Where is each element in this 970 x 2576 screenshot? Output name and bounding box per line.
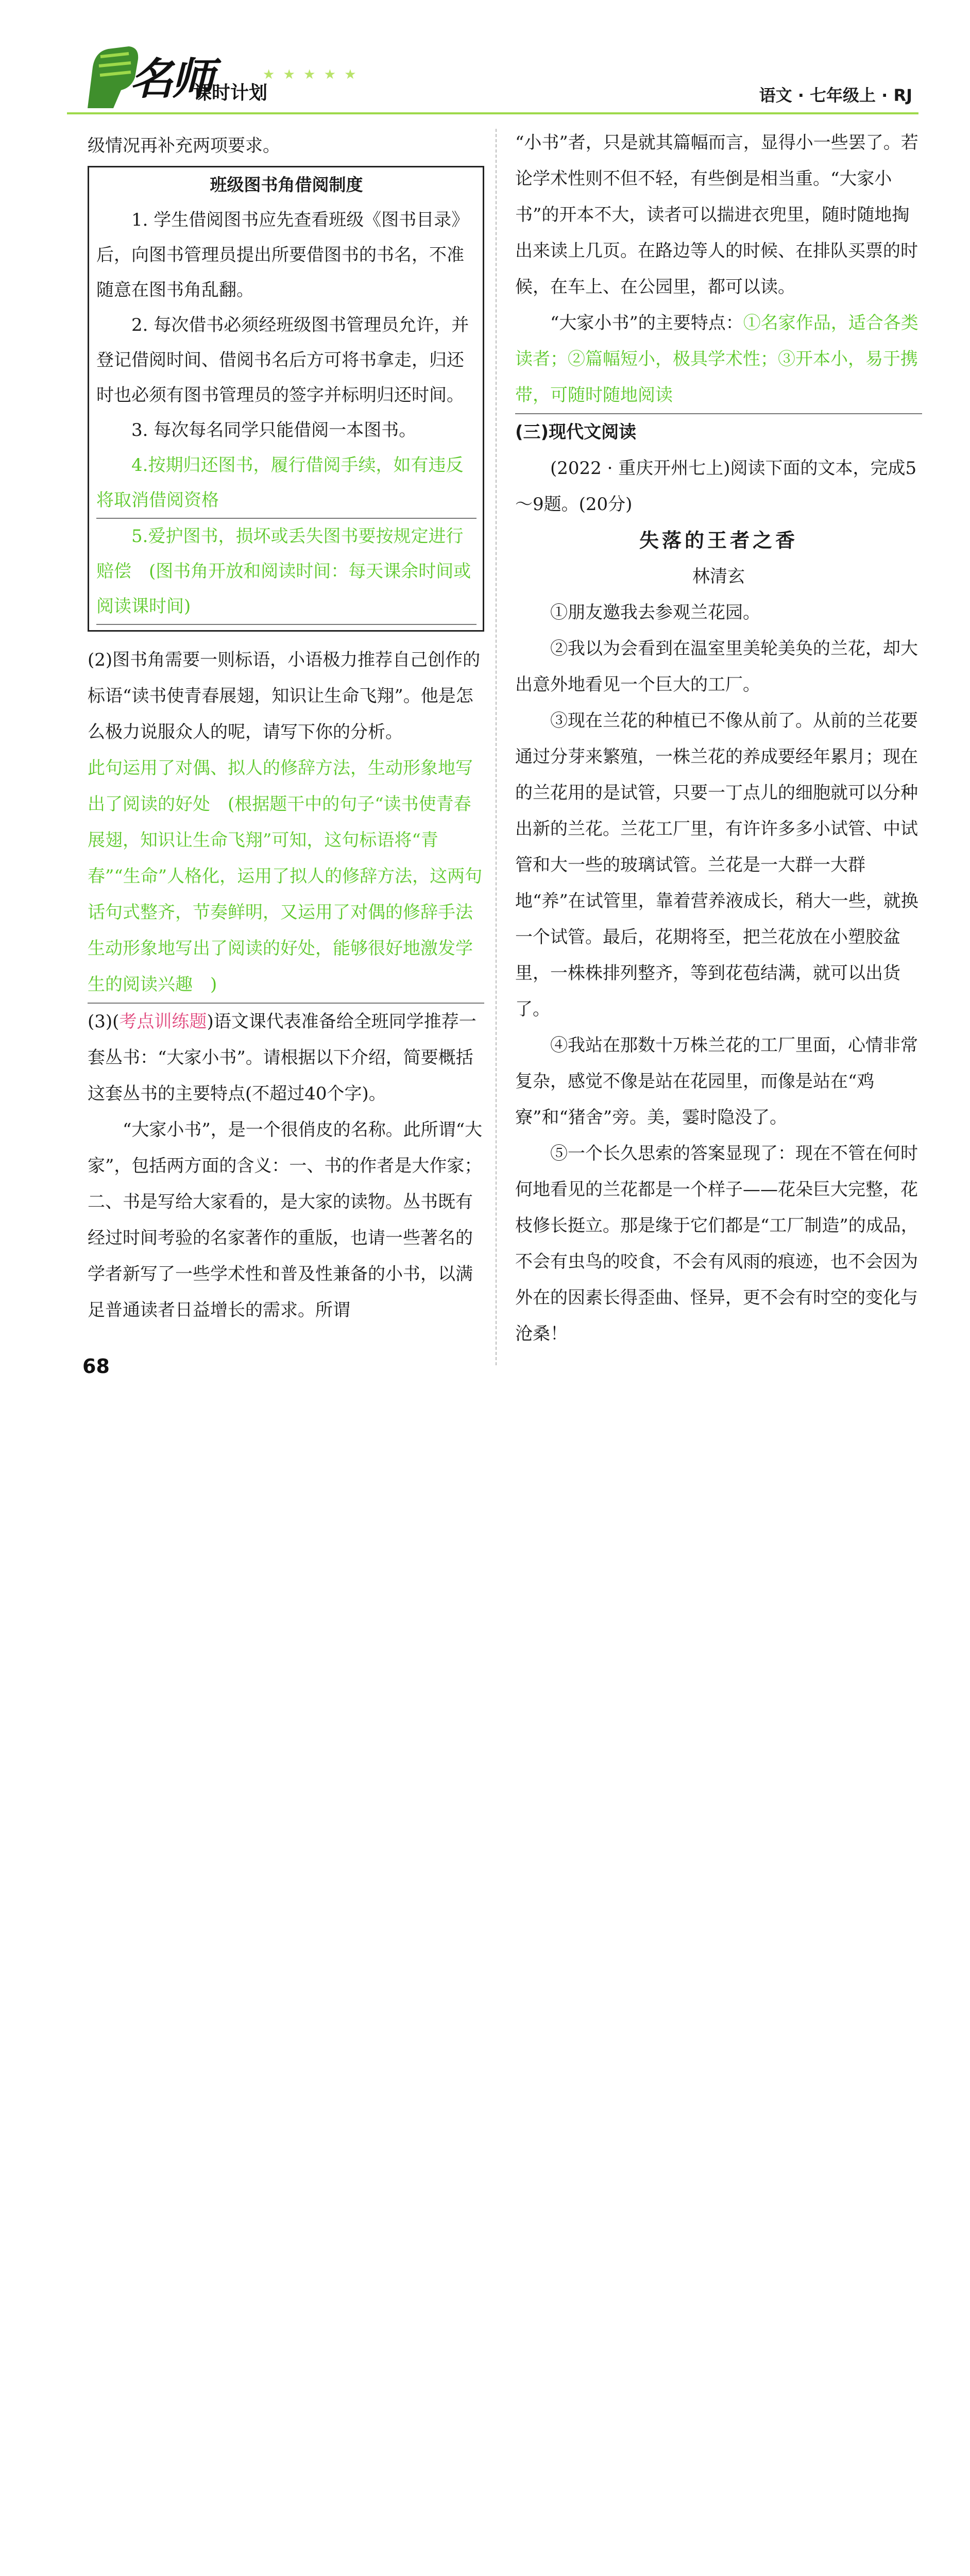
page-number: 68 bbox=[82, 1355, 110, 1378]
column-divider bbox=[496, 129, 497, 1365]
q3-text: )语文课代表准备给全班同学推荐一套丛书：“大家小书”。请根据以下介绍，简要概括这套丛书的主要特点(不超过40个字)。 bbox=[88, 1011, 477, 1104]
passage-intro: “大家小书”，是一个很俏皮的名称。此所谓“大家”，包括两方面的含义：一、书的作者是大作家；二、书是写给大家看的，是大家的读物。丛书既有经过时间考验的名家著作的重版，也请一些著名的学者新写了一些学术性和普及性兼备的小书，以满足普通读者日益增长的需求。所谓 bbox=[88, 1120, 483, 1320]
rule-4 bbox=[96, 448, 477, 519]
rule-3: 3. 每次每名同学只能借阅一本图书。 bbox=[131, 420, 417, 440]
brand-subtitle: 课时计划 bbox=[193, 82, 268, 104]
question-2: (2)图书角需要一则标语，小语极力推荐自己创作的标语“读书使青春展翅，知识让生命飞翔”。他是怎么极力说服众人的呢，请写下你的分析。 bbox=[88, 650, 481, 742]
answer-3-text: ①名家作品，适合各类读者；②篇幅短小，极具学术性；③开本小，易于携带，可随时随地阅读 bbox=[515, 313, 918, 405]
q3-tag: 考点训练题 bbox=[119, 1011, 207, 1032]
paragraph-4: ④我站在那数十万株兰花的工厂里面，心情非常复杂，感觉不像是站在花园里，而像是站在“鸡寮”和“猪舍”旁。美，霎时隐没了。 bbox=[515, 1035, 918, 1128]
answer-2: 此句运用了对偶、拟人的修辞方法，生动形象地写出了阅读的好处 (根据题干中的句子“读书使青春展翅，知识让生命飞翔”可知，这句标语将“青春”“生命”人格化，运用了拟人的修辞方法，这两句话句式整齐，节奏鲜明，又运用了对偶的修辞手法 生动形象地写出了阅读的好处，能够很好地激发学生的阅读兴趣 ) bbox=[88, 750, 484, 1004]
rules-box bbox=[88, 166, 484, 632]
rule-2: 2. 每次借书必须经班级图书管理员允许，并登记借阅时间、借阅书名后方可将书拿走，归还时也必须有图书管理员的签字并标明归还时间。 bbox=[96, 315, 469, 405]
rule-5 bbox=[96, 519, 477, 625]
passage-continued: “小书”者，只是就其篇幅而言，显得小一些罢了。若论学术性则不但不轻，有些倒是相当重。“大家小书”的开本不大，读者可以揣进衣兜里，随时随地掏出来读上几页。在路边等人的时候、在排队买票的时候，在车上、在公园里，都可以读。 bbox=[515, 132, 918, 297]
page-header bbox=[0, 0, 970, 118]
right-column bbox=[515, 125, 922, 1352]
paragraph-3: ③现在兰花的种植已不像从前了。从前的兰花要通过分芽来繁殖，一株兰花的养成要经年累月；现在的兰花用的是试管，只要一丁点儿的细胞就可以分种出新的兰花。兰花工厂里，有许许多多小试管、中试管和大一些的玻璃试管。兰花是一大群一大群地“养”在试管里，靠着营养液成长，稍大一些，就换一个试管。最后，花期将至，把兰花放在小塑胶盆里，一株株排列整齐，等到花苞结满，就可以出货了。 bbox=[515, 710, 918, 1020]
section-heading: (三)现代文阅读 bbox=[515, 422, 637, 443]
rule-4-answer: 按期归还图书，履行借阅手续，如有违反将取消借阅资格 bbox=[96, 455, 464, 511]
brand-logo-text: 名师 bbox=[130, 53, 213, 104]
rule-1: 1. 学生借阅图书应先查看班级《图书目录》后，向图书管理员提出所要借图书的书名，不准随意在图书角乱翻。 bbox=[96, 210, 469, 300]
answer-3 bbox=[515, 305, 922, 414]
intro-text: 级情况再补充两项要求。 bbox=[88, 135, 280, 156]
header-rule bbox=[67, 112, 918, 114]
left-column bbox=[88, 128, 490, 1328]
rule-4-number: 4. bbox=[131, 455, 148, 476]
rules-title: 班级图书角借阅制度 bbox=[210, 175, 363, 195]
article-title: 失落的王者之香 bbox=[639, 529, 798, 552]
answer-3-label: “大家小书”的主要特点： bbox=[550, 313, 743, 333]
subject-label: 语文 · 七年级上 · RJ bbox=[759, 86, 912, 105]
rule-5-answer: 爱护图书，损坏或丢失图书要按规定进行赔偿 (图书角开放和阅读时间：每天课余时间或阅读课时间) bbox=[96, 526, 471, 617]
question-3 bbox=[88, 1004, 484, 1112]
paragraph-1: ①朋友邀我去参观兰花园。 bbox=[550, 602, 760, 623]
article-author: 林清玄 bbox=[692, 566, 745, 587]
paragraph-2: ②我以为会看到在温室里美轮美奂的兰花，却大出意外地看见一个巨大的工厂。 bbox=[515, 638, 918, 695]
source-text: (2022 · 重庆开州七上)阅读下面的文本，完成5～9题。(20分) bbox=[515, 458, 917, 515]
rule-5-number: 5. bbox=[131, 526, 148, 547]
q3-prefix: (3)( bbox=[88, 1011, 120, 1032]
page-footer bbox=[0, 1367, 970, 1444]
stars-decoration: ★ ★ ★ ★ ★ bbox=[263, 67, 359, 82]
paragraph-5: ⑤一个长久思索的答案显现了：现在不管在何时何地看见的兰花都是一个样子——花朵巨大完整，花枝修长挺立。那是缘于它们都是“工厂制造”的成品，不会有虫鸟的咬食，不会有风雨的痕迹，也不会因为外在的因素长得歪曲、怪异，更不会有时空的变化与沧桑！ bbox=[515, 1143, 918, 1344]
